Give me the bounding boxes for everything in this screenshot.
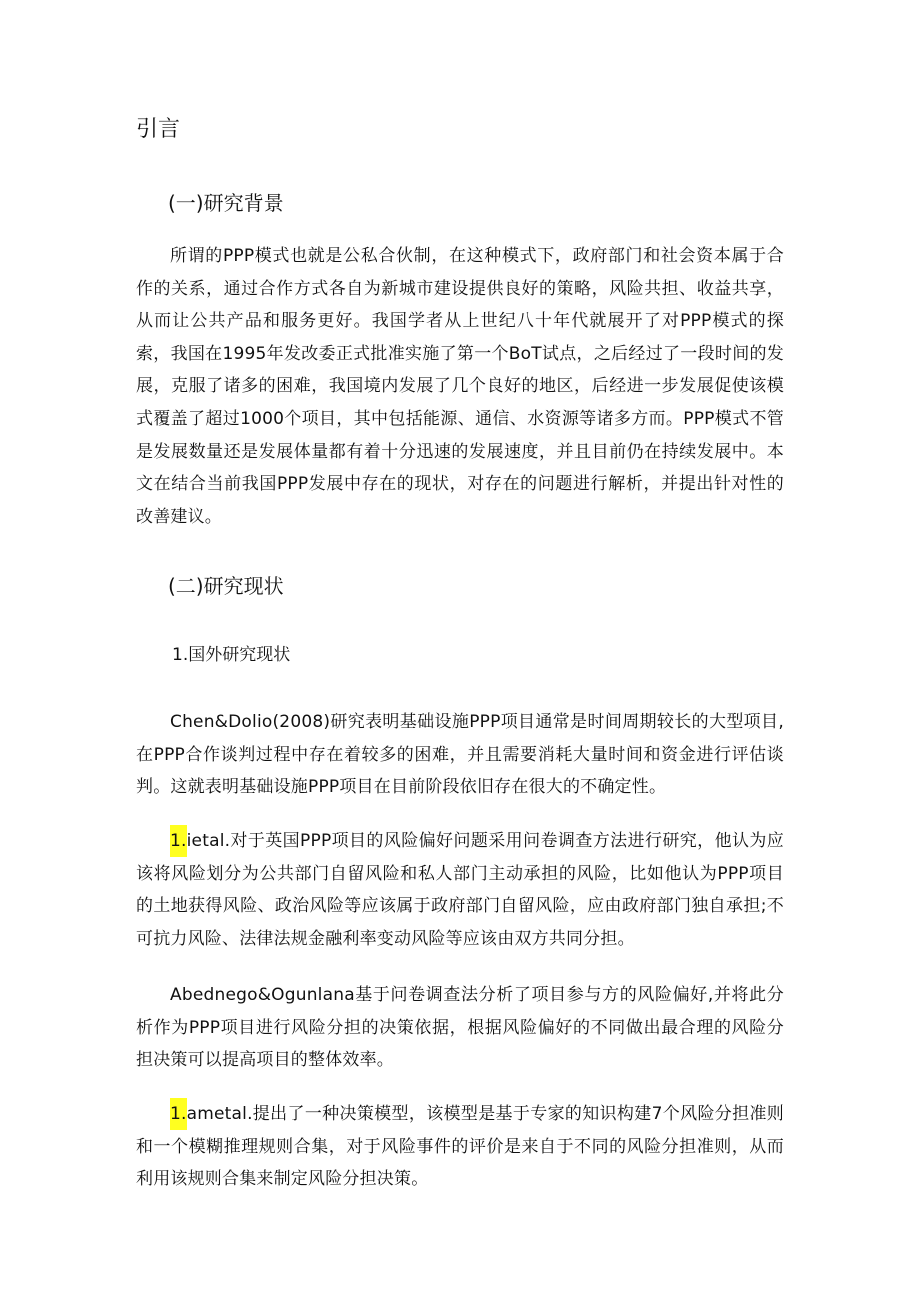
document-title: 引言	[136, 117, 181, 142]
section-heading-research-background: (一)研究背景	[168, 191, 284, 215]
paragraph-lam-text: ametal.提出了一种决策模型，该模型是基于专家的知识构建7个风险分担准则和一个模糊推理规则合集，对于风险事件的评价是来自于不同的风险分担准则，从而利用该规则合集来制定风险分担决策。	[136, 1104, 784, 1190]
paragraph-chen-dolio: Chen&Dolio(2008)研究表明基础设施PPP项目通常是时间周期较长的大型项目,在PPP合作谈判过程中存在着较多的困难，并且需要消耗大量时间和资金进行评估谈判。这就表明基础设施PPP项目在目前阶段依旧存在很大的不确定性。	[136, 712, 784, 798]
paragraph-li-et-al	[136, 825, 784, 955]
paragraph-research-background: 所谓的PPP模式也就是公私合伙制，在这种模式下，政府部门和社会资本属于合作的关系，通过合作方式各自为新城市建设提供良好的策略，风险共担、收益共享，从而让公共产品和服务更好。我国学者从上世纪八十年代就展开了对PPP模式的探索，我国在1995年发改委正式批准实施了第一个BoT试点，之后经过了一段时间的发展，克服了诸多的困难，我国境内发展了几个良好的地区，后经进一步发展促使该模式覆盖了超过1000个项目，其中包括能源、通信、水资源等诸多方而。PPP模式不管是发展数量还是发展体量都有着十分迅速的发展速度，并且目前仍在持续发展中。本文在结合当前我国PPP发展中存在的现状，对存在的问题进行解析，并提出针对性的改善建议。	[136, 246, 784, 527]
highlighted-list-marker: 1.	[170, 1098, 187, 1130]
highlighted-list-marker: 1.	[170, 825, 187, 857]
paragraph-li-text: ietal.对于英国PPP项目的风险偏好问题采用问卷调查方法进行研究，他认为应该将风险划分为公共部门自留风险和私人部门主动承担的风险，比如他认为PPP项目的土地获得风险、政治风险等应该属于政府部门自留风险，应由政府部门独自承担;不可抗力风险、法律法规金融利率变动风险等应该由双方共同分担。	[136, 831, 784, 949]
section-heading-research-status: (二)研究现状	[168, 574, 284, 598]
paragraph-lam-et-al	[136, 1098, 784, 1196]
subsection-heading-foreign-research: 1.国外研究现状	[172, 645, 291, 665]
paragraph-abednego-ogunlana: Abednego&Ogunlana基于问卷调查法分析了项目参与方的风险偏好,并将此分析作为PPP项目进行风险分担的决策依据，根据风险偏好的不同做出最合理的风险分担决策可以提高项目的整体效率。	[136, 985, 784, 1071]
